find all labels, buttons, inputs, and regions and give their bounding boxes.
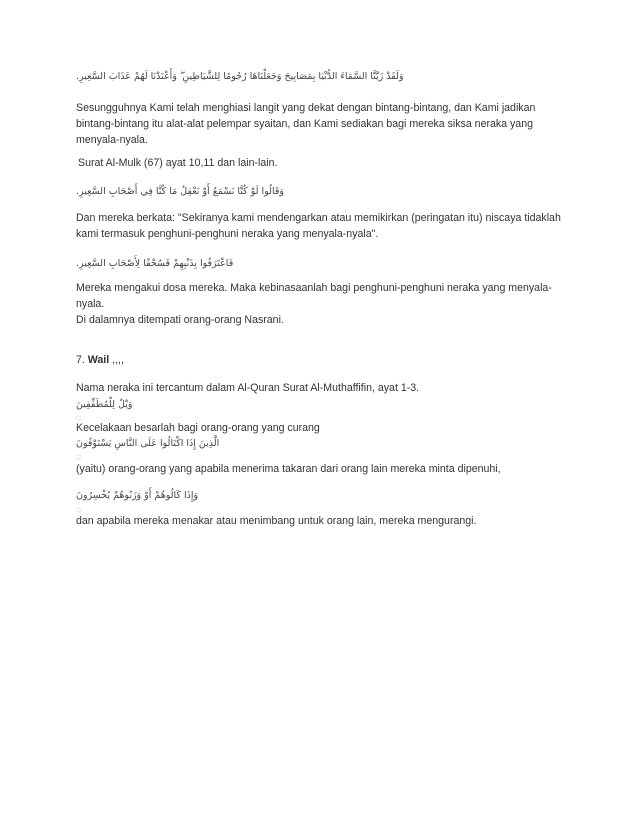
translation-line: kami termasuk penghuni-penghuni neraka yang menyala-nyala".: [76, 228, 379, 240]
translation-line: Di dalamnya ditempati orang-orang Nasrani.: [76, 314, 284, 326]
translation-line: Mereka mengakui dosa mereka. Maka kebinasaanlah bagi penghuni-penghuni neraka yang menyala-: [76, 282, 552, 294]
section-intro: Nama neraka ini tercantum dalam Al-Quran Surat Al-Muthaffifin, ayat 1-3.: [76, 382, 420, 394]
arabic-verse-muthaffifin-2: الَّذِينَ إِذَا اكْتَالُوا عَلَى النَّاسِ يَسْتَوْفُونَ: [76, 438, 220, 449]
arabic-verse-al-mulk-10: وَقَالُوا لَوْ كُنَّا نَسْمَعُ أَوْ نَعْقِلُ مَا كُنَّا فِي أَصْحَابِ السَّعِيرِ.: [76, 186, 284, 197]
translation-line: Dan mereka berkata: "Sekiranya kami mendengarkan atau memikirkan (peringatan itu) niscaya tidaklah: [76, 212, 561, 224]
translation-line: bintang-bintang itu alat-alat pelempar syaitan, dan Kami sediakan bagi mereka siksa neraka yang: [76, 118, 533, 130]
arabic-verse-al-mulk-11: فَاعْتَرَفُوا بِذَنْبِهِمْ فَسُحْقًا لِأَصْحَابِ السَّعِيرِ.: [76, 258, 234, 269]
verse-translation: dan apabila mereka menakar atau menimbang untuk orang lain, mereka mengurangi.: [76, 515, 477, 527]
verse-end-marker: ۝: [76, 503, 82, 513]
translation-line: menyala-nyala.: [76, 134, 148, 146]
arabic-verse-muthaffifin-1: وَيْلٌ لِلْمُطَفِّفِينَ: [76, 399, 133, 410]
section-number: 7.: [76, 354, 85, 366]
section-heading: [76, 354, 564, 367]
verse-translation: Kecelakaan besarlah bagi orang-orang yang curang: [76, 422, 320, 434]
verse-end-marker: ۝: [76, 450, 82, 460]
section-title: Wail: [87, 354, 110, 366]
verse-end-marker: ۝: [76, 411, 82, 421]
arabic-verse-muthaffifin-3: وَإِذَا كَالُوهُمْ أَوْ وَزَنُوهُمْ يُخْسِرُونَ: [76, 490, 199, 501]
section-title-suffix: ,,,,: [112, 354, 124, 366]
translation-line: Sesungguhnya Kami telah menghiasi langit yang dekat dengan bintang-bintang, dan Kami jadikan: [76, 102, 536, 114]
arabic-verse-al-mulk-5: وَلَقَدْ زَيَّنَّا السَّمَاءَ الدُّنْيَا بِمَصَابِيحَ وَجَعَلْنَاهَا رُجُومًا لِلشَّيَاطِينِ ۖ وَأَعْتَدْنَا لَهُمْ عَذَابَ السَّعِيرِ.: [76, 71, 404, 82]
translation-line: nyala.: [76, 298, 105, 310]
surah-reference: Surat Al-Mulk (67) ayat 10,11 dan lain-lain.: [78, 157, 278, 169]
verse-translation: (yaitu) orang-orang yang apabila menerima takaran dari orang lain mereka minta dipenuhi,: [76, 463, 501, 475]
